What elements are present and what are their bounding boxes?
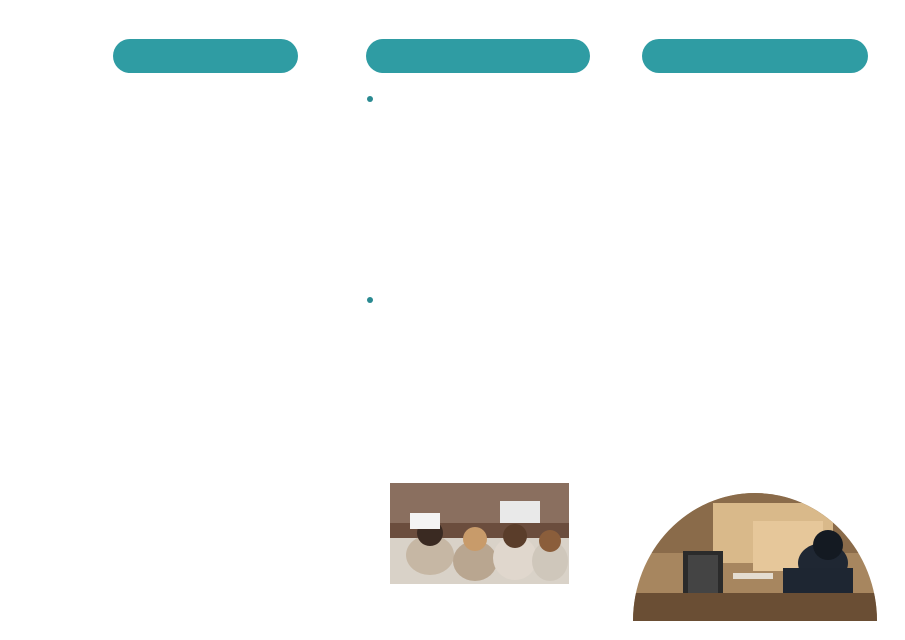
consecuencias-banner: [642, 39, 868, 73]
physical-symptoms-heading: [365, 96, 382, 102]
psych-symptoms-heading: [365, 297, 382, 303]
sintomas-banner: [366, 39, 590, 73]
que-es-banner: [113, 39, 298, 73]
bullet-dot: [367, 297, 373, 303]
kids-photo: [390, 483, 569, 584]
bullet-dot: [367, 96, 373, 102]
